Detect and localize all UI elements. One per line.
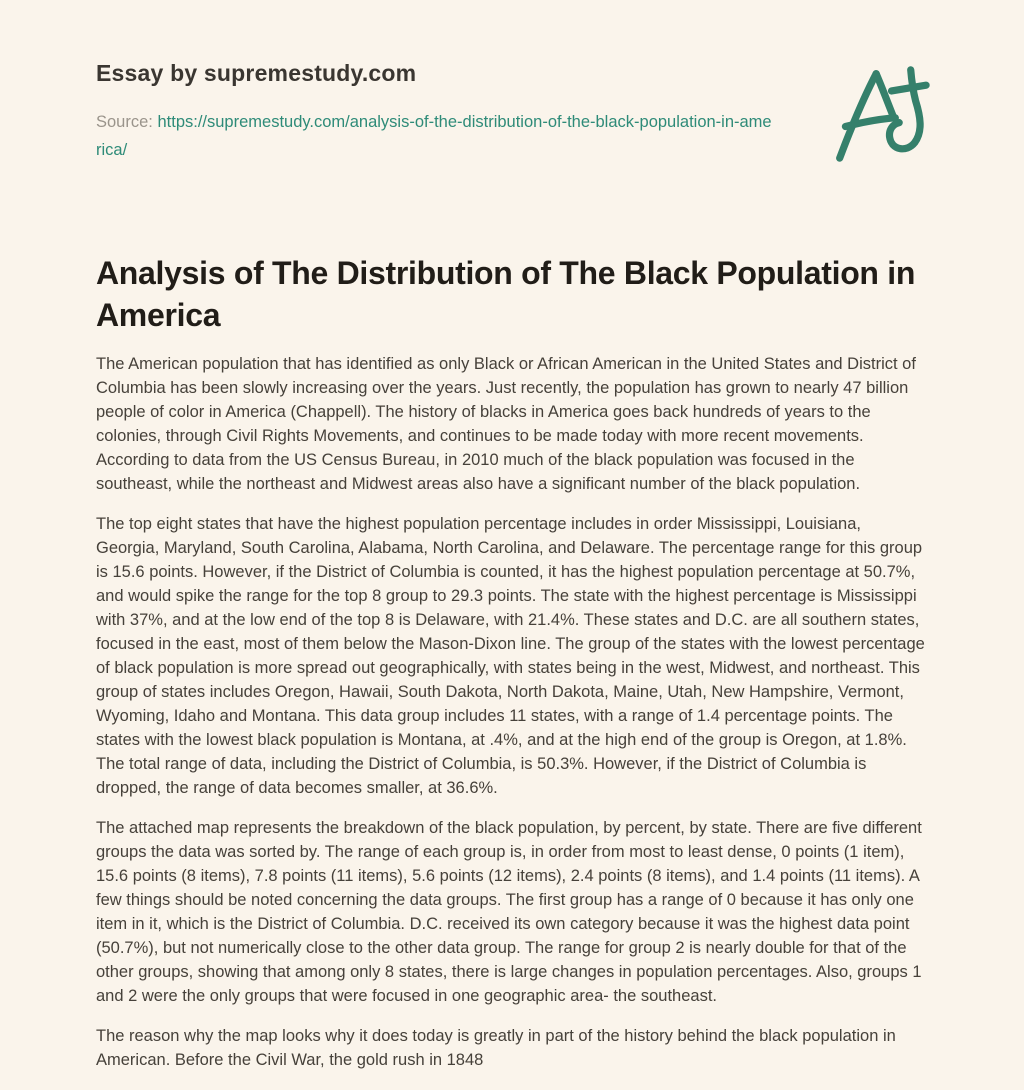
essay-body — [96, 352, 928, 1072]
essay-title: Analysis of The Distribution of The Black Population in America — [96, 255, 916, 333]
essay-paragraph: The top eight states that have the highest population percentage includes in order Mississippi, Louisiana, Georgia, Maryland, South Carolina, Alabama, North Carolina, and Delaware. The percentage range for this group is 15.6 points. However, if the District of Columbia is counted, it has the highest population percentage at 50.7%, and would spike the range for the top 8 group to 29.3 points. The state with the highest percentage is Mississippi with 37%, and at the low end of the top 8 is Delaware, with 21.4%. These states and D.C. are all southern states, focused in the east, most of them below the Mason-Dixon line. The group of the states with the lowest percentage of black population is more spread out geographically, with states being in the west, Midwest, and northeast. This group of states includes Oregon, Hawaii, South Dakota, North Dakota, Maine, Utah, New Hampshire, Vermont, Wyoming, Idaho and Montana. This data group includes 11 states, with a range of 1.4 percentage points. The states with the lowest black population is Montana, at .4%, and at the high end of the group is Oregon, at 1.8%. The total range of data, including the District of Columbia, is 50.3%. However, if the District of Columbia is dropped, the range of data becomes smaller, at 36.6%. — [96, 515, 925, 797]
essay-paragraph: The American population that has identified as only Black or African American in the United States and District of Columbia has been slowly increasing over the years. Just recently, the population has grown to nearly 47 billion people of color in America (Chappell). The history of blacks in America goes back hundreds of years to the colonies, through Civil Rights Movements, and continues to be made today with more recent movements. According to data from the US Census Bureau, in 2010 much of the black population was focused in the southeast, while the northeast and Midwest areas also have a significant number of the black population. — [96, 355, 916, 493]
essay-byline: Essay by supremestudy.com — [96, 60, 417, 86]
a-plus-logo-icon — [830, 66, 930, 162]
essay-paragraph: The attached map represents the breakdown of the black population, by percent, by state. There are five different groups the data was sorted by. The range of each group is, in order from most to least dense, 0 points (1 item), 15.6 points (8 items), 7.8 points (11 items), 5.6 points (12 items), 2.4 points (8 items), and 1.4 points (11 items). A few things should be noted concerning the data groups. The first group has a range of 0 because it has only one item in it, which is the District of Columbia. D.C. received its own category because it was the highest data point (50.7%), but not numerically close to the other data group. The range for group 2 is nearly double for that of the other groups, showing that among only 8 states, there is large changes in population percentages. Also, groups 1 and 2 were the only groups that were focused in one geographic area- the southeast. — [96, 819, 922, 1005]
source-link[interactable]: https://supremestudy.com/analysis-of-the-distribution-of-the-black-population-in-america/ — [96, 113, 772, 159]
source-line — [96, 108, 776, 164]
essay-paragraph: The reason why the map looks why it does today is greatly in part of the history behind the black population in American. Before the Civil War, the gold rush in 1848 — [96, 1027, 896, 1069]
source-label: Source: — [96, 113, 153, 131]
